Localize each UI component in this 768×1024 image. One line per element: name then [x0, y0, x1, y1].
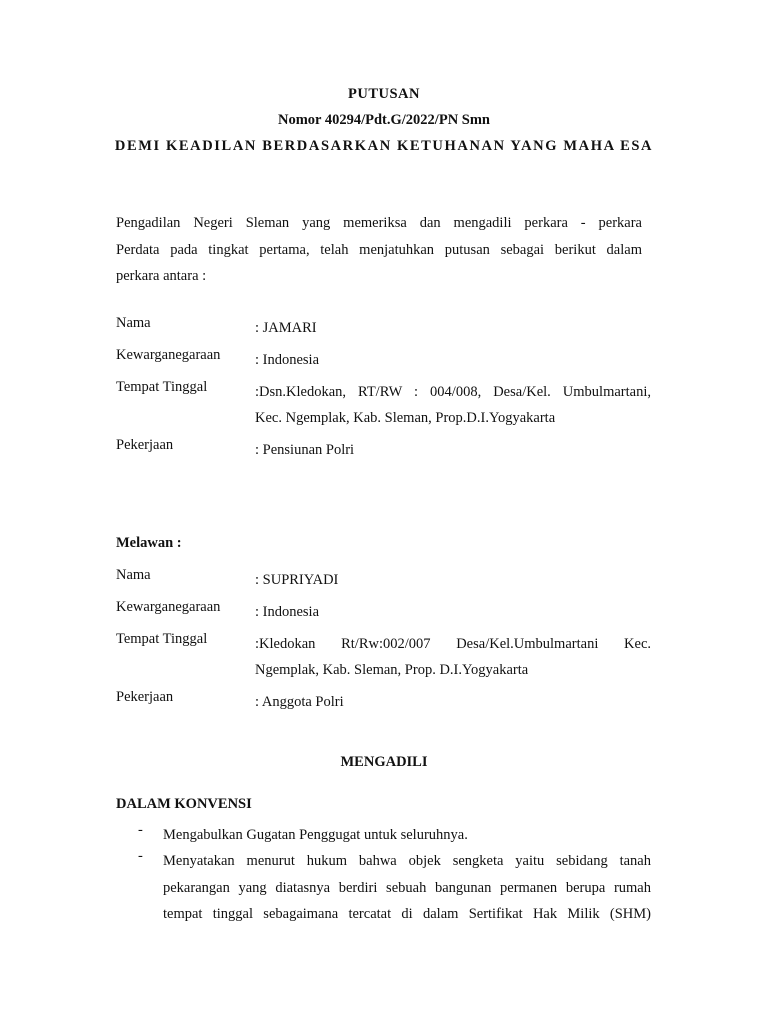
intro-line: Pengadilan Negeri Sleman yang memeriksa dan mengadili perkara - perkara	[116, 215, 642, 231]
address-line: :Dsn.Kledokan, RT/RW : 004/008, Desa/Kel. Umbulmartani,	[255, 384, 651, 400]
field-label: Nama	[116, 315, 151, 331]
field-value	[255, 379, 651, 431]
field-value	[255, 631, 651, 683]
versus-heading: Melawan :	[116, 535, 182, 551]
dash-marker: -	[138, 848, 143, 864]
verdict-item-text	[163, 848, 651, 928]
intro-line: perkara antara :	[116, 268, 207, 284]
intro-line: Perdata pada tingkat pertama, telah menjatuhkan putusan sebagai berikut dalam	[116, 241, 642, 258]
field-label: Nama	[116, 567, 151, 583]
intro-paragraph	[116, 210, 642, 290]
field-label: Pekerjaan	[116, 689, 174, 705]
convention-heading: DALAM KONVENSI	[116, 796, 252, 812]
field-label: Kewarganegaraan	[116, 599, 221, 615]
verdict-line: tempat tinggal sebagaimana tercatat di dalam Sertifikat Hak Milik (SHM)	[163, 906, 651, 922]
verdict-line: Menyatakan menurut hukum bahwa objek sengketa yaitu sebidang tanah	[163, 853, 651, 869]
field-label: Tempat Tinggal	[116, 379, 208, 395]
field-value: : SUPRIYADI	[255, 572, 339, 588]
field-value: : Anggota Polri	[255, 694, 344, 710]
verdict-item-text: Mengabulkan Gugatan Penggugat untuk seluruhnya.	[163, 827, 468, 843]
address-line: :Kledokan Rt/Rw:002/007 Desa/Kel.Umbulmartani Kec.	[255, 636, 651, 652]
field-value: : Pensiunan Polri	[255, 442, 355, 458]
justice-motto: DEMI KEADILAN BERDASARKAN KETUHANAN YANG MAHA ESA	[114, 138, 654, 154]
verdict-heading: MENGADILI	[340, 754, 428, 770]
address-line: Kec. Ngemplak, Kab. Sleman, Prop.D.I.Yogyakarta	[255, 410, 556, 426]
case-number: Nomor 40294/Pdt.G/2022/PN Smn	[278, 112, 490, 128]
field-label: Kewarganegaraan	[116, 347, 221, 363]
field-label: Tempat Tinggal	[116, 631, 208, 647]
address-line: Ngemplak, Kab. Sleman, Prop. D.I.Yogyakarta	[255, 662, 529, 678]
field-value: : Indonesia	[255, 352, 320, 368]
field-value: : Indonesia	[255, 604, 320, 620]
verdict-line: pekarangan yang diatasnya berdiri sebuah bangunan permanen berupa rumah	[163, 879, 651, 896]
dash-marker: -	[138, 822, 143, 838]
doc-title: PUTUSAN	[348, 86, 420, 102]
field-label: Pekerjaan	[116, 437, 174, 453]
field-value: : JAMARI	[255, 320, 317, 336]
